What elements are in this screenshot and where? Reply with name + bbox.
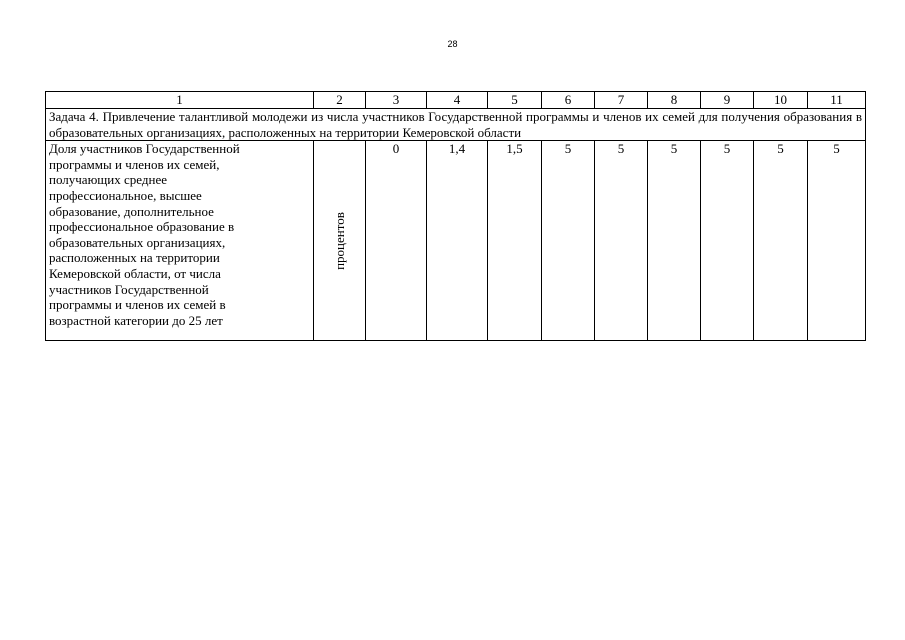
task-title: Задача 4. Привлечение талантливой молодежи из числа участников Государственной программы и членов их семей для получения образования в образовательных организациях, расположенных на территории Кемеровской области — [46, 109, 866, 141]
column-number: 5 — [488, 92, 542, 109]
column-number: 8 — [648, 92, 701, 109]
value-cell: 5 — [648, 141, 701, 341]
indicator-name-line: получающих среднее — [49, 172, 167, 188]
column-number: 11 — [808, 92, 866, 109]
indicator-name-line: Кемеровской области, от числа — [49, 265, 221, 281]
value-cell: 5 — [701, 141, 754, 341]
column-number: 6 — [542, 92, 595, 109]
indicators-table — [45, 91, 866, 341]
column-number: 9 — [701, 92, 754, 109]
column-number: 7 — [595, 92, 648, 109]
indicator-name-line: программы и членов их семей, — [49, 156, 220, 172]
indicator-name-line: участников Государственной — [49, 281, 209, 297]
value-cell: 5 — [595, 141, 648, 341]
column-number: 4 — [427, 92, 488, 109]
indicator-name-line: программы и членов их семей в — [49, 297, 226, 313]
indicator-name-line: образовательных организациях, — [49, 234, 226, 250]
unit-cell — [314, 141, 366, 341]
indicator-name-line: расположенных на территории — [49, 250, 220, 266]
value-cell: 5 — [808, 141, 866, 341]
task-row — [46, 109, 866, 141]
indicator-name-line: возрастной категории до 25 лет — [49, 312, 223, 328]
value-cell: 1,5 — [488, 141, 542, 341]
indicator-name-line: профессиональное, высшее — [49, 187, 202, 203]
indicator-row — [46, 141, 866, 341]
page-number: 28 — [447, 39, 458, 49]
indicator-name-line: образование, дополнительное — [49, 203, 214, 219]
value-cell: 5 — [542, 141, 595, 341]
indicator-name-line: профессиональное образование в — [49, 219, 235, 235]
column-number: 3 — [366, 92, 427, 109]
column-number: 2 — [314, 92, 366, 109]
value-cell: 1,4 — [427, 141, 488, 341]
value-cell: 0 — [366, 141, 427, 341]
column-number-row — [46, 92, 866, 109]
indicator-name — [46, 141, 314, 341]
indicator-name-line: Доля участников Государственной — [49, 141, 240, 157]
unit-label: процентов — [331, 212, 347, 271]
value-cell: 5 — [754, 141, 808, 341]
column-number: 1 — [46, 92, 314, 109]
column-number: 10 — [754, 92, 808, 109]
